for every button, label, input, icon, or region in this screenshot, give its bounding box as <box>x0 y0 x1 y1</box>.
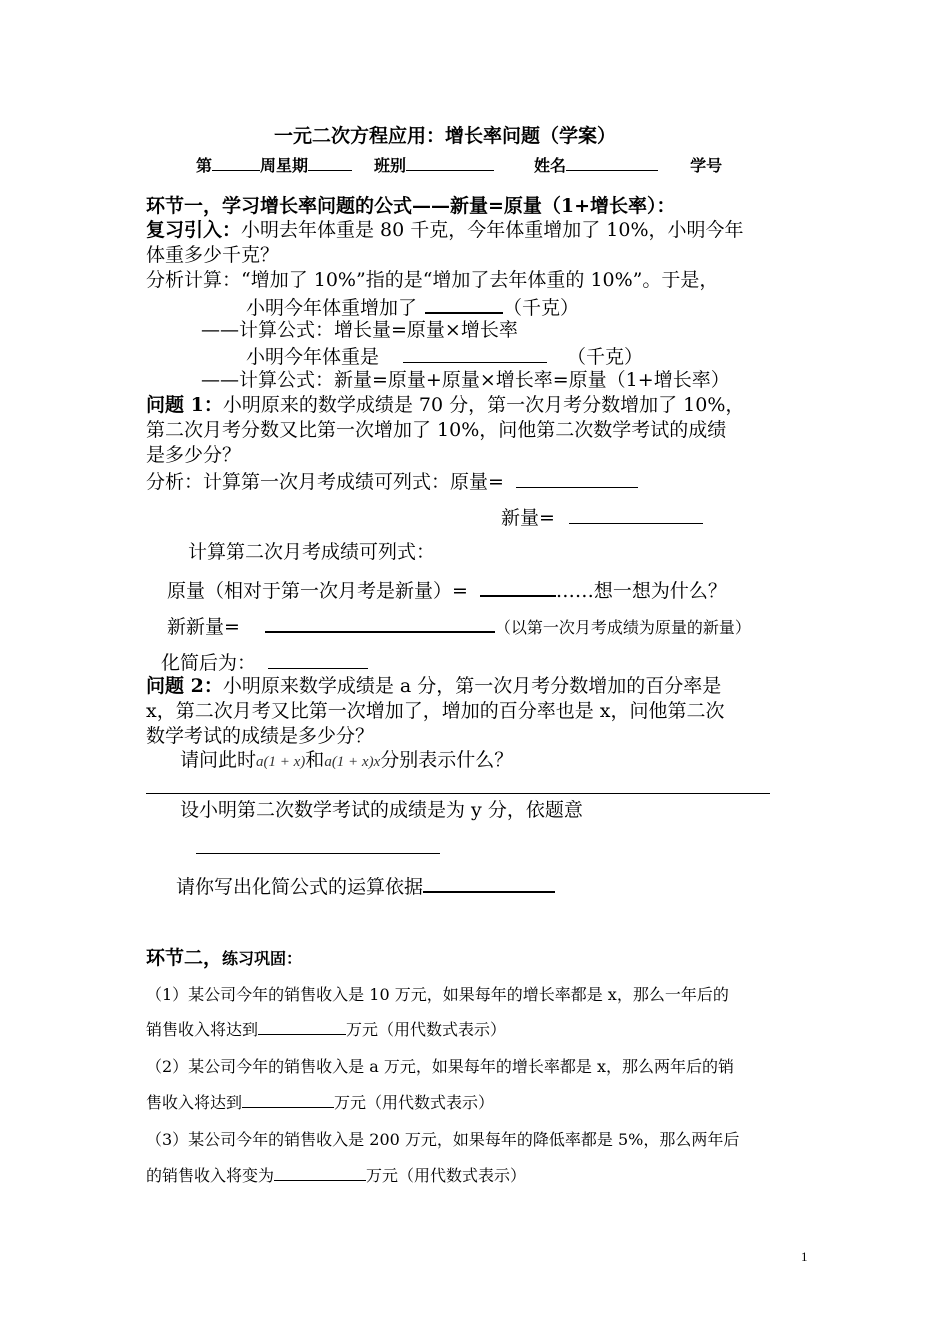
week-prefix: 第 <box>196 156 213 175</box>
review-label: 复习引入： <box>146 219 242 241</box>
exercise-1-line1: （1）某公司今年的销售收入是 10 万元，如果每年的增长率都是 x，那么一年后的 <box>146 985 729 1004</box>
expression-a-1-plus-x-times-x: a(1 + x)x <box>324 754 381 770</box>
simplified-line: 化简后为： <box>161 649 368 676</box>
student-id-label: 学号 <box>690 156 723 175</box>
set-y-line: 设小明第二次数学考试的成绩是为 y 分，依题意 <box>180 799 583 821</box>
exercise-1-blank[interactable] <box>258 1018 346 1035</box>
new-new-amount-blank[interactable] <box>265 612 495 633</box>
new-amount-line: 新量= <box>501 504 703 531</box>
answer-line[interactable] <box>146 793 770 794</box>
exercise-3-line2: 的销售收入将变为 万元（用代数式表示） <box>146 1166 527 1185</box>
simplified-blank[interactable] <box>268 649 368 669</box>
weight-total-blank[interactable] <box>403 343 547 363</box>
basis-line: 请你写出化简公式的运算依据 <box>176 872 555 900</box>
formula-increase: ——计算公式：增长量=原量×增长率 <box>201 319 518 341</box>
weight-increase-line: 小明今年体重增加了 （千克） <box>246 293 579 321</box>
basis-blank[interactable] <box>423 872 555 893</box>
weekday-label: 周星期 <box>260 156 309 175</box>
section2-heading: 环节二，练习巩固： <box>146 947 303 969</box>
weekday-blank[interactable] <box>308 151 352 171</box>
problem1-label: 问题 1： <box>146 394 223 416</box>
weight-increase-blank[interactable] <box>425 293 503 314</box>
expression-a-1-plus-x: a(1 + x) <box>256 754 306 770</box>
weight-total-line: 小明今年体重是 （千克） <box>246 343 643 370</box>
problem1-text: 问题 1：小明原来的数学成绩是 70 分，第一次月考分数增加了 10%， <box>146 394 745 416</box>
review-text: 小明去年体重是 80 千克，今年体重增加了 10%，小明今年 <box>241 219 744 241</box>
analysis-text: 分析计算：“增加了 10%”指的是“增加了去年体重的 10%”。于是， <box>146 269 719 291</box>
equation-blank[interactable] <box>196 853 440 854</box>
name-label: 姓名 <box>534 156 567 175</box>
formula-new: ——计算公式：新量=原量+原量×增长率=原量（1+增长率） <box>201 369 730 391</box>
problem2-question: 请问此时a(1 + x)和a(1 + x)x分别表示什么？ <box>180 749 514 771</box>
original-relative-line: 原量（相对于第一次月考是新量）= ……想一想为什么？ <box>167 576 727 604</box>
exercise-2-blank[interactable] <box>242 1091 334 1108</box>
problem2-label: 问题 2： <box>146 675 223 697</box>
page-number: 1 <box>801 1249 808 1264</box>
exercise-2-line1: （2）某公司今年的销售收入是 a 万元，如果每年的增长率都是 x，那么两年后的销 <box>146 1057 735 1076</box>
name-blank[interactable] <box>566 151 658 171</box>
original-amount-blank[interactable] <box>516 468 638 488</box>
exercise-1-line2: 销售收入将达到 万元（用代数式表示） <box>146 1020 507 1039</box>
exercise-3-blank[interactable] <box>274 1164 366 1181</box>
problem1-text-line3: 是多少分？ <box>146 444 242 466</box>
week-blank[interactable] <box>212 151 260 171</box>
problem1-analysis: 分析：计算第一次月考成绩可列式：原量= <box>146 468 638 495</box>
problem2-text: 问题 2：小明原来数学成绩是 a 分，第一次月考分数增加的百分率是 <box>146 675 722 697</box>
student-info-row <box>196 151 722 178</box>
original-relative-blank[interactable] <box>480 576 556 597</box>
page-title: 一元二次方程应用：增长率问题（学案） <box>274 125 617 147</box>
problem1-text-line2: 第二次月考分数又比第一次增加了 10%，问他第二次数学考试的成绩 <box>146 419 727 441</box>
class-blank[interactable] <box>406 151 494 171</box>
problem2-text-line2: x，第二次月考又比第一次增加了，增加的百分率也是 x，问他第二次 <box>146 700 725 722</box>
second-calc-heading: 计算第二次月考成绩可列式： <box>188 541 436 563</box>
review-text-cont: 体重多少千克？ <box>146 244 280 266</box>
new-amount-blank[interactable] <box>569 504 703 524</box>
section1-heading: 环节一，学习增长率问题的公式——新量=原量（1+增长率）： <box>146 195 676 217</box>
new-new-amount-line: 新新量= （以第一次月考成绩为原量的新量） <box>167 612 751 640</box>
exercise-2-line2: 售收入将达到 万元（用代数式表示） <box>146 1093 495 1112</box>
problem2-text-line3: 数学考试的成绩是多少分？ <box>146 725 375 747</box>
class-label: 班别 <box>374 156 407 175</box>
review-intro <box>146 218 744 243</box>
exercise-3-line1: （3）某公司今年的销售收入是 200 万元，如果每年的降低率都是 5%，那么两年后 <box>146 1130 740 1149</box>
